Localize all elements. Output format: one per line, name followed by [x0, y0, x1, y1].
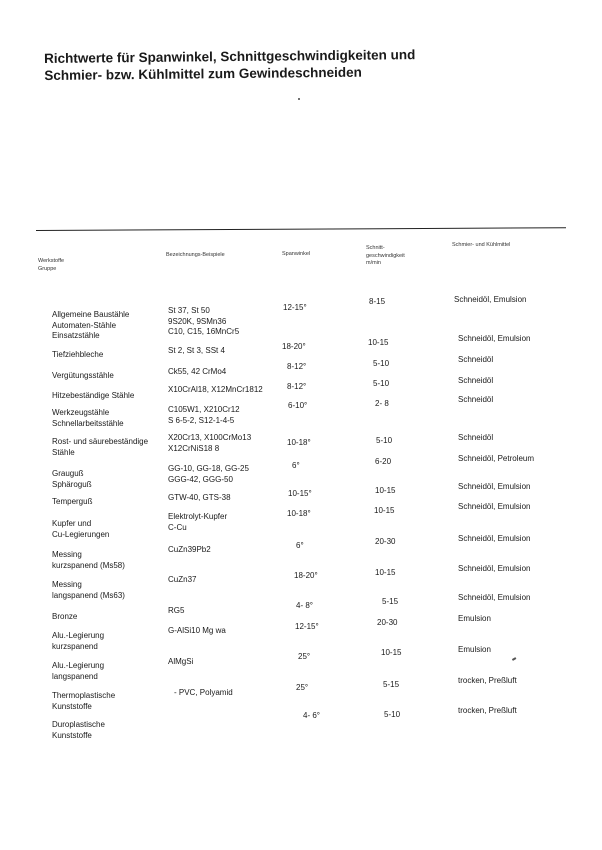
- cutting-speed-cell: 20-30: [375, 537, 396, 546]
- rake-angle-cell: 4- 8°: [296, 601, 313, 610]
- scan-mark: [512, 657, 516, 660]
- examples-cell-line: X10CrAl18, X12MnCr1812: [168, 385, 263, 394]
- examples-cell-line: Elektrolyt-Kupfer: [168, 512, 228, 521]
- cutting-speed-cell: 5-10: [373, 379, 390, 388]
- material-cell-line: kurzspanend: [52, 641, 98, 651]
- coolant-cell: Schneidöl: [458, 395, 494, 404]
- examples-cell-line: GGG-42, GGG-50: [168, 474, 233, 484]
- coolant-cell: Schneidöl, Emulsion: [458, 564, 531, 573]
- rake-angle-cell: 12-15°: [295, 622, 319, 631]
- examples-cell: [168, 306, 239, 338]
- rake-angle-cell: 6°: [292, 461, 300, 470]
- header-cutting-speed: [366, 245, 405, 268]
- cutting-speed-cell: 20-30: [377, 618, 398, 627]
- material-cell: [52, 350, 103, 361]
- examples-cell: [174, 688, 233, 699]
- material-cell: [52, 612, 77, 623]
- cutting-speed-cell: 5-15: [383, 680, 400, 689]
- material-cell-line: Duroplastische: [52, 720, 105, 729]
- coolant-cell: Emulsion: [458, 614, 491, 623]
- material-cell-line: Rost- und säurebeständige: [52, 437, 149, 446]
- material-cell-line: Tiefziehbleche: [52, 350, 104, 359]
- coolant-cell: Schneidöl, Emulsion: [458, 534, 531, 543]
- rake-angle-cell: 25°: [296, 683, 309, 692]
- material-cell-line: Stähle: [52, 447, 75, 457]
- rake-angle-cell: 8-12°: [287, 362, 307, 371]
- header-text: Schnitt-: [366, 245, 385, 251]
- material-cell-line: Alu.-Legierung: [52, 631, 105, 640]
- rake-angle-cell: 6°: [296, 541, 304, 550]
- material-cell-line: Hitzebeständige Stähle: [52, 391, 135, 400]
- header-text: geschwindigkeit: [366, 252, 405, 259]
- examples-cell-line: CuZn37: [168, 575, 197, 584]
- examples-cell: [168, 405, 240, 426]
- examples-cell-line: C105W1, X210Cr12: [168, 405, 240, 414]
- coolant-cell: Schneidöl, Emulsion: [458, 482, 531, 491]
- examples-cell-line: X12CrNiS18 8: [168, 443, 220, 453]
- material-cell-line: Temperguß: [52, 497, 93, 506]
- material-cell-line: Kupfer und: [52, 519, 92, 528]
- coolant-cell: Emulsion: [458, 645, 491, 654]
- header-text: Bezeichnungs-Beispiele: [166, 252, 225, 258]
- examples-cell-line: AlMgSi: [168, 657, 194, 666]
- rake-angle-cell: 4- 6°: [303, 711, 320, 720]
- examples-cell-line: X20Cr13, X100CrMo13: [168, 433, 252, 442]
- header-examples: [166, 252, 225, 260]
- material-cell: [52, 580, 125, 601]
- rake-angle-cell: 18-20°: [282, 342, 306, 351]
- material-cell: [52, 310, 129, 342]
- rake-angle-cell: 8-12°: [287, 382, 307, 391]
- material-cell: [52, 550, 125, 571]
- material-cell-line: Kunststoffe: [52, 701, 92, 711]
- material-cell: [52, 391, 134, 402]
- header-rake-angle: [282, 251, 310, 259]
- examples-cell-line: Ck55, 42 CrMo4: [168, 367, 227, 376]
- material-cell-line: Schnellarbeitsstähle: [52, 418, 124, 428]
- rake-angle-cell: 12-15°: [283, 303, 307, 312]
- examples-cell-line: St 37, St 50: [168, 306, 210, 315]
- material-cell-line: langspanend (Ms63): [52, 590, 125, 600]
- material-cell-line: kurzspanend (Ms58): [52, 560, 125, 570]
- examples-cell-line: - PVC, Polyamid: [174, 688, 233, 697]
- header-coolant: [452, 242, 510, 250]
- material-cell-line: Messing: [52, 580, 82, 589]
- material-cell-line: Sphäroguß: [52, 479, 92, 489]
- header-text: Spanwinkel: [282, 251, 311, 257]
- examples-cell-line: RG5: [168, 606, 185, 615]
- material-cell-line: Messing: [52, 550, 82, 559]
- examples-cell: [168, 346, 225, 357]
- material-cell: [52, 371, 114, 382]
- material-cell-line: Automaten-Stähle: [52, 320, 117, 330]
- examples-cell: [168, 367, 226, 378]
- examples-cell: [168, 545, 211, 556]
- material-cell: [52, 519, 109, 540]
- header-text: m/min: [366, 260, 381, 266]
- coolant-cell: trocken, Preßluft: [458, 706, 517, 715]
- examples-cell: [168, 464, 249, 485]
- material-cell-line: langspanend: [52, 671, 98, 681]
- examples-cell-line: G-AlSi10 Mg wa: [168, 626, 226, 635]
- material-cell: [52, 720, 105, 741]
- coolant-cell: Schneidöl, Emulsion: [458, 502, 531, 511]
- material-cell: [52, 437, 148, 458]
- header-material-group: [38, 258, 64, 273]
- title-line-2: Schmier- bzw. Kühlmittel zum Gewindeschneiden: [44, 64, 362, 83]
- header-text: Gruppe: [38, 265, 57, 272]
- examples-cell-line: GTW-40, GTS-38: [168, 493, 231, 502]
- cutting-speed-cell: 8-15: [369, 297, 386, 306]
- title-line-1: Richtwerte für Spanwinkel, Schnittgeschwindigkeiten und: [44, 47, 416, 66]
- examples-cell-line: 9S20K, 9SMn36: [168, 316, 227, 326]
- material-cell-line: Kunststoffe: [52, 730, 92, 740]
- material-cell: [52, 497, 92, 508]
- coolant-cell: Schneidöl, Petroleum: [458, 454, 535, 463]
- material-cell-line: Allgemeine Baustähle: [52, 310, 130, 319]
- coolant-cell: Schneidöl: [458, 433, 494, 442]
- cutting-speed-cell: 6-20: [375, 457, 392, 466]
- coolant-cell: Schneidöl: [458, 376, 494, 385]
- material-cell-line: Bronze: [52, 612, 78, 621]
- header-text: Schmier- und Kühlmittel: [452, 242, 511, 248]
- scan-speck: [298, 98, 300, 100]
- cutting-speed-cell: 5-10: [373, 359, 390, 368]
- rake-angle-cell: 10-18°: [287, 438, 311, 447]
- document-title: [44, 45, 564, 84]
- rake-angle-cell: 6-10°: [288, 401, 308, 410]
- material-cell-line: Thermoplastische: [52, 691, 116, 700]
- examples-cell: [168, 606, 184, 617]
- material-cell: [52, 691, 115, 712]
- coolant-cell: Schneidöl, Emulsion: [454, 295, 527, 304]
- coolant-cell: trocken, Preßluft: [458, 676, 517, 685]
- material-cell-line: Werkzeugstähle: [52, 408, 110, 417]
- material-cell: [52, 661, 104, 682]
- examples-cell: [168, 575, 196, 586]
- examples-cell-line: C10, C15, 16MnCr5: [168, 327, 240, 336]
- examples-cell: [168, 385, 263, 396]
- cutting-speed-cell: 5-10: [384, 710, 401, 719]
- material-cell-line: Vergütungsstähle: [52, 371, 114, 380]
- rake-angle-cell: 10-18°: [287, 509, 311, 518]
- rake-angle-cell: 10-15°: [288, 489, 312, 498]
- cutting-speed-cell: 2- 8: [375, 399, 389, 408]
- examples-cell: [168, 433, 251, 454]
- examples-cell: [168, 493, 231, 504]
- cutting-speed-cell: 10-15: [381, 648, 402, 657]
- examples-cell-line: S 6-5-2, S12-1-4-5: [168, 415, 235, 425]
- coolant-cell: Schneidöl: [458, 355, 494, 364]
- rake-angle-cell: 25°: [298, 652, 311, 661]
- table-top-rule: [36, 227, 566, 231]
- coolant-cell: Schneidöl, Emulsion: [458, 593, 531, 602]
- header-text: Werkstoffe: [38, 258, 65, 264]
- material-cell-line: Cu-Legierungen: [52, 529, 110, 539]
- cutting-speed-cell: 5-10: [376, 436, 393, 445]
- examples-cell-line: GG-10, GG-18, GG-25: [168, 464, 249, 473]
- examples-cell: [168, 657, 193, 668]
- coolant-cell: Schneidöl, Emulsion: [458, 334, 531, 343]
- cutting-speed-cell: 10-15: [374, 506, 395, 515]
- material-cell: [52, 631, 104, 652]
- cutting-speed-cell: 10-15: [375, 568, 396, 577]
- rake-angle-cell: 18-20°: [294, 571, 318, 580]
- examples-cell-line: C-Cu: [168, 522, 187, 532]
- examples-cell-line: St 2, St 3, SSt 4: [168, 346, 225, 355]
- material-cell: [52, 469, 92, 490]
- material-cell-line: Einsatzstähle: [52, 331, 100, 340]
- cutting-speed-cell: 5-15: [382, 597, 399, 606]
- examples-cell-line: CuZn39Pb2: [168, 545, 211, 554]
- material-cell-line: Alu.-Legierung: [52, 661, 105, 670]
- material-cell-line: Grauguß: [52, 469, 84, 478]
- examples-cell: [168, 626, 226, 637]
- examples-cell: [168, 512, 227, 533]
- material-cell: [52, 408, 124, 429]
- cutting-speed-cell: 10-15: [375, 486, 396, 495]
- cutting-speed-cell: 10-15: [368, 338, 389, 347]
